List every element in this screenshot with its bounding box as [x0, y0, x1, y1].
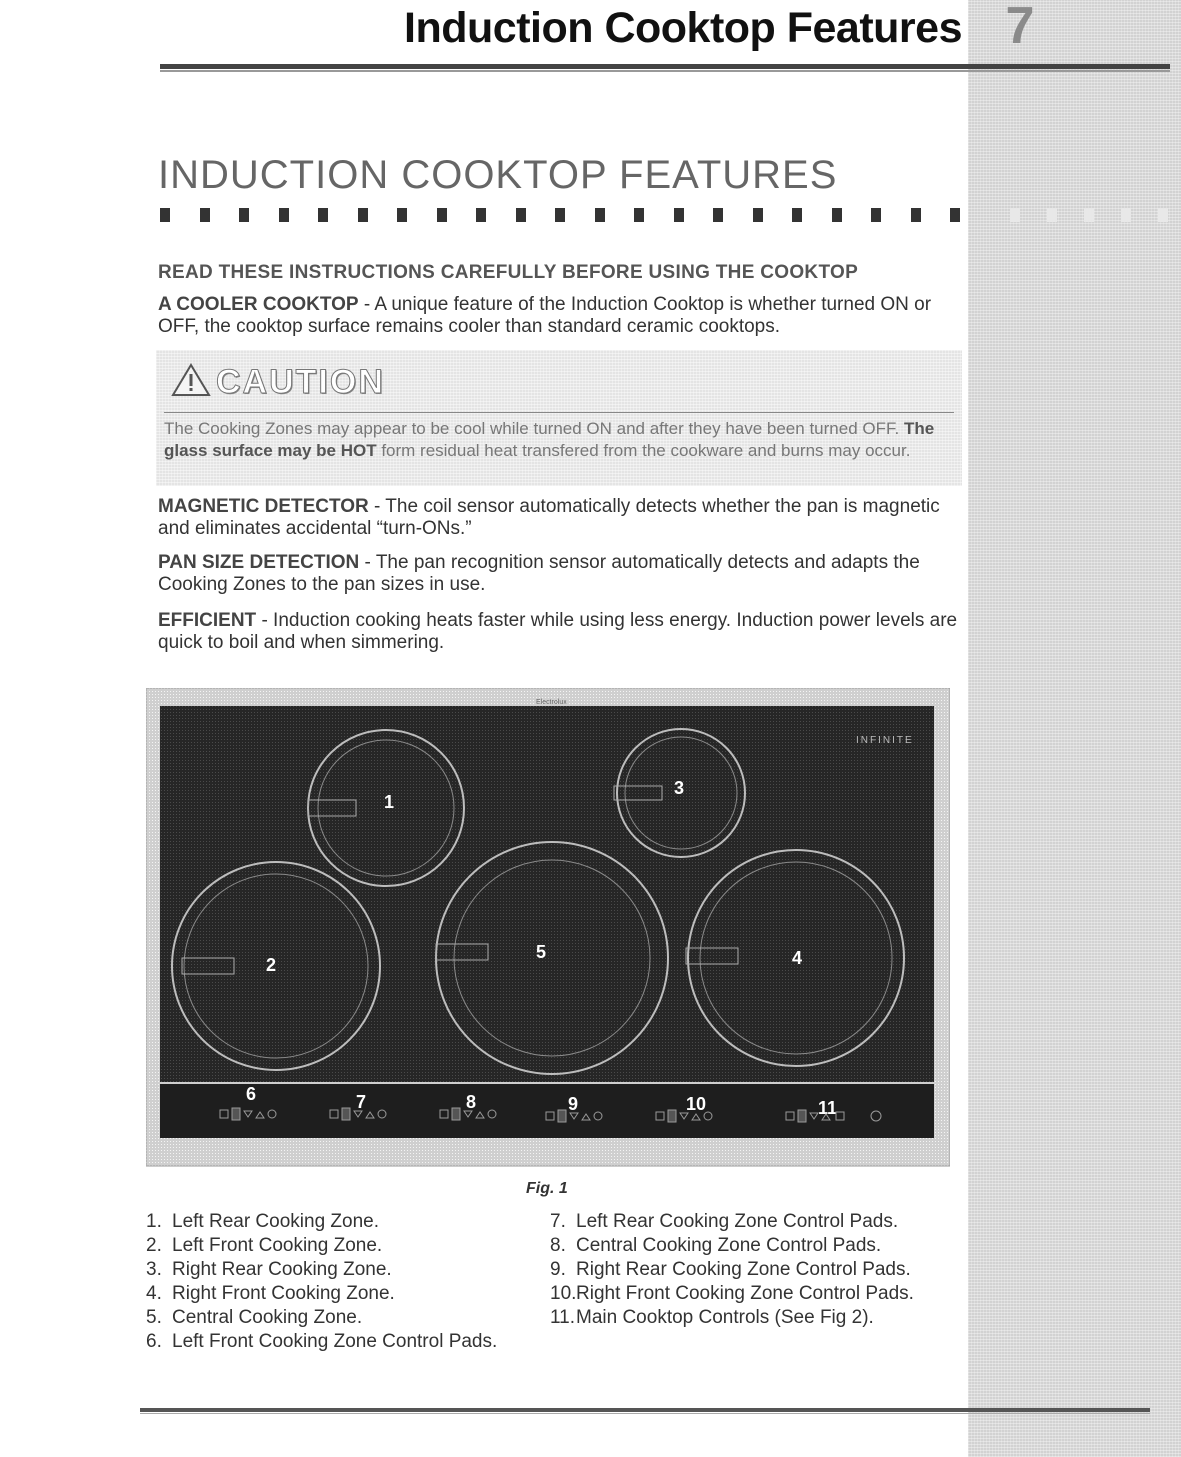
legend-item-text: Right Rear Cooking Zone Control Pads. — [576, 1259, 911, 1280]
header-rule — [160, 64, 1170, 69]
cooler-text: - A unique feature of the Induction Cooktop is whether turned ON or OFF, the cooktop surface remains cooler than standard ceramic cooktops. — [158, 294, 932, 337]
legend-item — [146, 1330, 497, 1354]
legend-item-text: Left Rear Cooking Zone Control Pads. — [576, 1211, 899, 1232]
legend-item-number: 5. — [146, 1307, 162, 1328]
legend-item — [146, 1210, 497, 1234]
legend-item-number: 4. — [146, 1283, 162, 1304]
decorative-square — [871, 208, 881, 222]
cooler-cooktop-paragraph — [158, 294, 958, 338]
decorative-square — [160, 208, 170, 222]
decorative-square — [674, 208, 684, 222]
legend-item — [550, 1306, 914, 1330]
legend-item-number: 7. — [550, 1211, 566, 1232]
footer-rule — [140, 1408, 1150, 1412]
legend-item-text: Central Cooking Zone Control Pads. — [576, 1235, 882, 1256]
caution-text-part1: The Cooking Zones may appear to be cool while turned ON and after they have been turned OFF. — [164, 419, 904, 438]
efficient-label: EFFICIENT — [158, 610, 257, 631]
decorative-square — [516, 208, 526, 222]
zone-label-1: 1 — [384, 792, 395, 812]
pad-label-9: 9 — [568, 1094, 579, 1114]
legend-item — [146, 1306, 497, 1330]
caution-box — [156, 350, 962, 486]
decorative-square — [832, 208, 842, 222]
legend-list-right — [550, 1210, 914, 1330]
decorative-square — [476, 208, 486, 222]
decorative-square — [555, 208, 565, 222]
decorative-square — [200, 208, 210, 222]
decorative-square-row — [160, 208, 1170, 224]
magnetic-text: - The coil sensor automatically detects whether the pan is magnetic and eliminates accidental “turn-ONs.” — [158, 496, 940, 539]
read-instructions-heading: READ THESE INSTRUCTIONS CAREFULLY BEFORE USING THE COOKTOP — [158, 262, 859, 283]
legend-item-text: Right Rear Cooking Zone. — [172, 1259, 392, 1280]
legend-item — [550, 1258, 914, 1282]
section-title: INDUCTION COOKTOP FEATURES — [158, 153, 838, 197]
legend-item — [146, 1258, 497, 1282]
decorative-square — [1158, 208, 1168, 222]
legend-item-number: 11. — [550, 1307, 576, 1328]
caution-text-bold: The glass surface may be HOT — [164, 419, 935, 460]
legend-item-number: 8. — [550, 1235, 566, 1256]
pansize-label: PAN SIZE DETECTION — [158, 552, 360, 573]
decorative-square — [911, 208, 921, 222]
cooktop-glass — [160, 706, 934, 1082]
legend-item-number: 1. — [146, 1211, 162, 1232]
chapter-number: 7 — [1005, 0, 1035, 55]
warning-triangle-icon — [170, 362, 212, 403]
pan-size-paragraph — [158, 552, 958, 596]
pad-label-8: 8 — [466, 1092, 477, 1112]
decorative-square — [358, 208, 368, 222]
legend-item — [550, 1210, 914, 1234]
pad-label-10: 10 — [686, 1094, 707, 1114]
legend-list-left — [146, 1210, 497, 1354]
decorative-square — [713, 208, 723, 222]
legend-item — [146, 1234, 497, 1258]
pansize-text: - The pan recognition sensor automatically detects and adapts the Cooking Zones to the pan sizes in use. — [158, 552, 920, 595]
zone-label-2: 2 — [266, 955, 277, 975]
caution-word: CAUTION — [216, 362, 385, 401]
caution-text — [164, 418, 954, 462]
figure-caption: Fig. 1 — [526, 1180, 568, 1197]
legend-item-text: Central Cooking Zone. — [172, 1307, 363, 1328]
decorative-square — [1121, 208, 1131, 222]
decorative-square — [437, 208, 447, 222]
pad-label-7: 7 — [356, 1092, 367, 1112]
legend-item-text: Left Front Cooking Zone Control Pads. — [172, 1331, 498, 1352]
footer-rule-thin — [140, 1413, 1150, 1414]
zone-label-3: 3 — [674, 778, 685, 798]
legend-item — [550, 1234, 914, 1258]
legend-item-number: 9. — [550, 1259, 566, 1280]
caution-rule — [164, 412, 954, 413]
legend-item-text: Left Rear Cooking Zone. — [172, 1211, 380, 1232]
caution-text-part2: form residual heat transfered from the cookware and burns may occur. — [376, 441, 911, 460]
decorative-square — [634, 208, 644, 222]
page-header-title: Induction Cooktop Features — [404, 4, 962, 52]
cooktop-top-label: Electrolux — [536, 699, 567, 706]
magnetic-detector-paragraph — [158, 496, 958, 540]
decorative-square — [950, 208, 960, 222]
legend-item-text: Right Front Cooking Zone. — [172, 1283, 395, 1304]
decorative-square — [1047, 208, 1057, 222]
legend-item-text: Main Cooktop Controls (See Fig 2). — [576, 1307, 874, 1328]
decorative-square — [318, 208, 328, 222]
decorative-square — [1010, 208, 1020, 222]
brand-mark: INFINITE — [856, 735, 914, 746]
decorative-square — [279, 208, 289, 222]
legend-item-text: Left Front Cooking Zone. — [172, 1235, 383, 1256]
cooktop-figure — [146, 688, 950, 1168]
legend-item — [146, 1282, 497, 1306]
legend-item-number: 2. — [146, 1235, 162, 1256]
cooler-label: A COOLER COOKTOP — [158, 294, 359, 315]
legend-item-number: 6. — [146, 1331, 162, 1352]
pad-label-6: 6 — [246, 1084, 257, 1104]
legend-item-number: 3. — [146, 1259, 162, 1280]
efficient-paragraph — [158, 610, 958, 654]
decorative-square — [1084, 208, 1094, 222]
cooktop-illustration — [146, 688, 950, 1168]
legend-item — [550, 1282, 914, 1306]
caution-header — [170, 362, 385, 402]
legend-item-number: 10. — [550, 1283, 577, 1304]
zone-label-5: 5 — [536, 942, 547, 962]
legend-item-text: Right Front Cooking Zone Control Pads. — [576, 1283, 914, 1304]
decorative-square — [595, 208, 605, 222]
decorative-square — [792, 208, 802, 222]
efficient-text: - Induction cooking heats faster while using less energy. Induction power levels are quick to boil and when simmering. — [158, 610, 958, 653]
decorative-square — [239, 208, 249, 222]
pad-label-11: 11 — [818, 1098, 838, 1118]
zone-label-4: 4 — [792, 948, 803, 968]
header-rule-thin — [160, 70, 1170, 72]
decorative-square — [753, 208, 763, 222]
magnetic-label: MAGNETIC DETECTOR — [158, 496, 369, 517]
decorative-square — [397, 208, 407, 222]
